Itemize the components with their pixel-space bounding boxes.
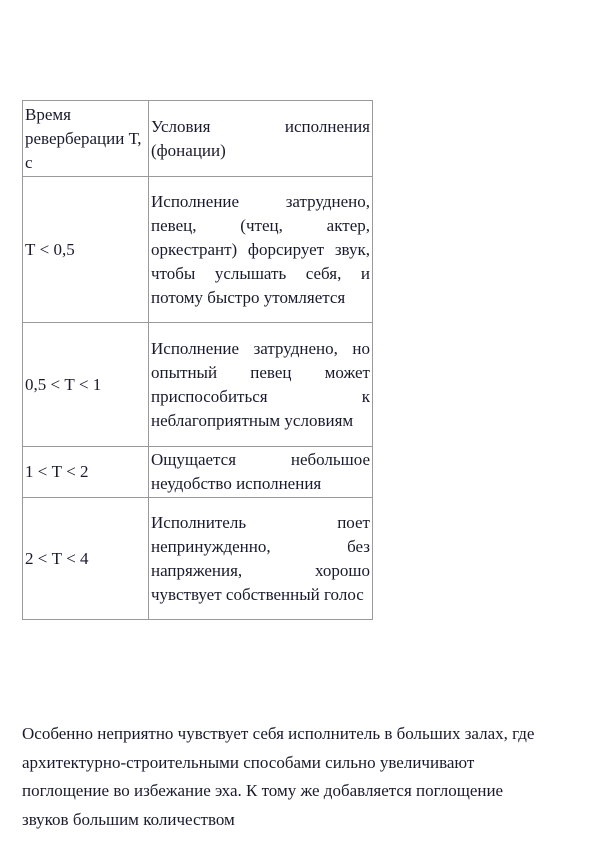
row-time-cell [23, 323, 149, 447]
table-header-row [23, 101, 373, 177]
row-condition-text: Исполнение затруднено, но опытный певец может приспособиться к неблагоприятным условиям [151, 338, 370, 430]
row-time-cell [23, 447, 149, 498]
header-reverberation-time [23, 101, 149, 177]
row-condition-cell [149, 177, 373, 323]
row-condition-cell [149, 447, 373, 498]
row-time-cell [23, 498, 149, 620]
body-paragraph: Особенно неприятно чувствует себя исполнитель в больших залах, где архитектурно-строительными способами сильно увеличивают поглощение во избежание эха. К тому же добавляется поглощение звуков большим количеством [22, 724, 535, 829]
table-row [23, 447, 373, 498]
row-time-text: Т < 0,5 [25, 239, 75, 259]
row-time-text: 2 < Т < 4 [25, 548, 89, 568]
header-conditions [149, 101, 373, 177]
row-time-text: 0,5 < Т < 1 [25, 374, 102, 394]
row-condition-cell [149, 323, 373, 447]
row-condition-cell [149, 498, 373, 620]
row-condition-text: Исполнитель поет непринужденно, без напряжения, хорошо чувствует собственный голос [151, 512, 370, 604]
header-col2-text: Условия исполнения (фонации) [151, 116, 370, 160]
row-condition-text: Ощущается небольшое неудобство исполнения [151, 450, 370, 493]
header-col1-text: Время реверберации Т, с [25, 104, 142, 172]
table-row [23, 323, 373, 447]
row-time-cell [23, 177, 149, 323]
table-row [23, 498, 373, 620]
row-time-text: 1 < Т < 2 [25, 462, 89, 481]
reverberation-table [22, 100, 373, 620]
row-condition-text: Исполнение затруднено, певец, (чтец, актер, оркестрант) форсирует звук, чтобы услышать себя, и потому быстро утомляется [151, 191, 370, 307]
table-row [23, 177, 373, 323]
